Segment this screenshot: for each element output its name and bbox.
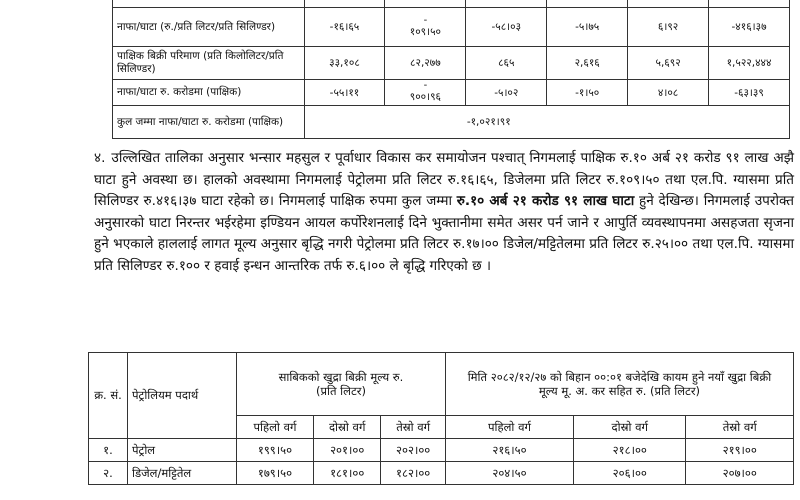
value-text: -१६।६५ <box>329 21 360 33</box>
value-text: -५।७५ <box>575 21 600 33</box>
value-text: ३३,१०८ <box>329 57 360 69</box>
row-label: पाक्षिक बिक्री परिमाण (प्रति किलोलिटर/प्रति सिलिण्डर) <box>113 47 305 80</box>
price-cell: २०१।०० <box>313 439 380 462</box>
row-label: नाफा/घाटा (रु./प्रति लिटर/प्रति सिलिण्डर) <box>113 8 305 47</box>
grade-header: दोस्रो वर्ग <box>574 416 686 439</box>
value-text: -६३।३९ <box>734 86 764 99</box>
price-cell: २०६।०० <box>574 462 686 485</box>
row-value <box>304 8 385 47</box>
price-cell: २१८।०० <box>574 439 686 462</box>
table-row <box>89 462 794 485</box>
value-mark: - <box>423 80 428 91</box>
price-cell: २१९।०० <box>686 439 794 462</box>
price-cell: १८२।०० <box>381 462 445 485</box>
row-label: नाफा/घाटा रु. करोडमा (पाक्षिक) <box>113 80 305 106</box>
value-text: ८६५ <box>498 57 515 69</box>
group-header-old-price: साबिकको खुद्रा बिक्री मूल्य रु. (प्रति लिटर) <box>237 353 446 416</box>
value-text: -१।५० <box>575 86 600 99</box>
value-text: -५।०२ <box>494 86 519 99</box>
row-value <box>304 0 385 8</box>
row-value <box>547 8 628 47</box>
grade-header: पहिलो वर्ग <box>237 416 314 439</box>
row-value <box>709 80 790 106</box>
value-text: ९००।९६ <box>409 91 442 103</box>
price-cell: १९९।५० <box>237 439 314 462</box>
value-text: १०९।५० <box>409 25 442 38</box>
value-text: ५,६९२ <box>655 57 681 69</box>
value-text: -५८।०३ <box>491 21 522 33</box>
price-cell: २०७।०० <box>686 462 794 485</box>
row-value <box>466 8 547 47</box>
total-value: -१,०२१।९१ <box>304 106 789 139</box>
row-value <box>628 0 709 8</box>
table-row <box>89 439 794 462</box>
price-cell: २१६।५० <box>445 439 573 462</box>
row-value <box>709 0 790 8</box>
row-label <box>113 0 305 8</box>
value-text: ८२,२७७ <box>410 57 441 69</box>
row-value <box>709 47 790 80</box>
row-value <box>547 0 628 8</box>
table-row <box>113 0 790 8</box>
price-cell: २०४।५० <box>445 462 573 485</box>
value-mark: - <box>423 14 428 26</box>
value-text: २,६१६ <box>574 57 600 69</box>
row-value <box>547 80 628 106</box>
price-table <box>88 352 794 485</box>
grade-header: दोस्रो वर्ग <box>313 416 380 439</box>
row-value <box>547 47 628 80</box>
row-value <box>304 80 385 106</box>
loss-summary-table <box>112 0 790 139</box>
value-text: ४।०८ <box>657 86 679 99</box>
paragraph-4 <box>94 148 794 277</box>
paragraph-text-after: हुने देखिन्छ। निगमलाई उपरोक्त अनुसारको घाटा निरन्तर भईरहेमा इण्डियन आयल कर्पोरेशनलाई दिने भुक्तानीमा समेत असर पर्न जाने र आपुर्ति व्यवस्थापनमा असहजता सृजना हुने भएकाले हाललाई लागत मूल्य अनुसार बृद्धि नगरी पेट्रोलमा प्रति लिटर रु.१७।०० डिजेल/मट्टितेलमा प्रति लिटर रु.२५।०० तथा एल.पि. ग्यासमा प्रति सिलिण्डर रु.१०० र हवाई इन्धन आन्तरिक तर्फ रु.६।०० ले बृद्धि गरिएको छ । <box>94 193 795 274</box>
row-value <box>385 80 466 106</box>
table-row <box>113 47 790 80</box>
table-row <box>113 8 790 47</box>
row-value <box>709 8 790 47</box>
table-row <box>113 80 790 106</box>
paragraph-text-before: उल्लिखित तालिका अनुसार भन्सार महसुल र पूर्वाधार विकास कर समायोजन पश्चात् निगमलाई पाक्षिक रु.१० अर्ब २१ करोड ९१ लाख अझै घाटा हुने अवस्था छ। हालको अवस्थामा निगमलाई पेट्रोलमा प्रति लिटर रु.१६।६५, डिजेलमा प्रति लिटर रु.१०९।५० तथा एल.पि. ग्यासमा प्रति सिलिण्डर रु.४१६।३७ घाटा रहेको छ। निगमलाई पाक्षिक रुपमा कुल जम्मा <box>94 150 794 209</box>
price-table-header-row <box>89 353 794 416</box>
grade-header: तेस्रो वर्ग <box>381 416 445 439</box>
total-row <box>113 106 790 139</box>
value-text: ६।९२ <box>657 21 679 33</box>
group-header-new-price: मिति २०८२/१२/२७ को बिहान ००:०१ बजेदेखि कायम हुने नयाँ खुद्रा बिक्री मूल्य मू. अ. कर सहित रु. (प्रति लिटर) <box>445 353 793 416</box>
row-value <box>628 47 709 80</box>
paragraph-text-bold: रु.१० अर्ब २१ करोड ९१ लाख घाटा <box>456 193 635 209</box>
col-header-sn: क्र. सं. <box>89 353 128 439</box>
value-text: १,५२२,४४४ <box>726 57 772 69</box>
total-label: कुल जम्मा नाफा/घाटा रु. करोडमा (पाक्षिक) <box>113 106 305 139</box>
row-value <box>466 80 547 106</box>
row-value <box>385 0 466 8</box>
row-value <box>628 8 709 47</box>
row-sn: २. <box>89 462 128 485</box>
price-cell: १८१।०० <box>313 462 380 485</box>
grade-header: पहिलो वर्ग <box>445 416 573 439</box>
grade-header: तेस्रो वर्ग <box>686 416 794 439</box>
col-header-product: पेट्रोलियम पदार्थ <box>128 353 237 439</box>
price-cell: १७९।५० <box>237 462 314 485</box>
row-value <box>304 47 385 80</box>
row-sn: १. <box>89 439 128 462</box>
paragraph-number: ४. <box>94 150 106 166</box>
row-value <box>466 47 547 80</box>
row-value <box>628 80 709 106</box>
row-value <box>385 8 466 47</box>
value-text: -४१६।३७ <box>731 21 767 33</box>
row-value <box>466 0 547 8</box>
row-product: पेट्रोल <box>128 439 237 462</box>
price-cell: २०२।०० <box>381 439 445 462</box>
row-value <box>385 47 466 80</box>
value-text: -५५।११ <box>329 86 360 99</box>
row-product: डिजेल/मट्टितेल <box>128 462 237 485</box>
